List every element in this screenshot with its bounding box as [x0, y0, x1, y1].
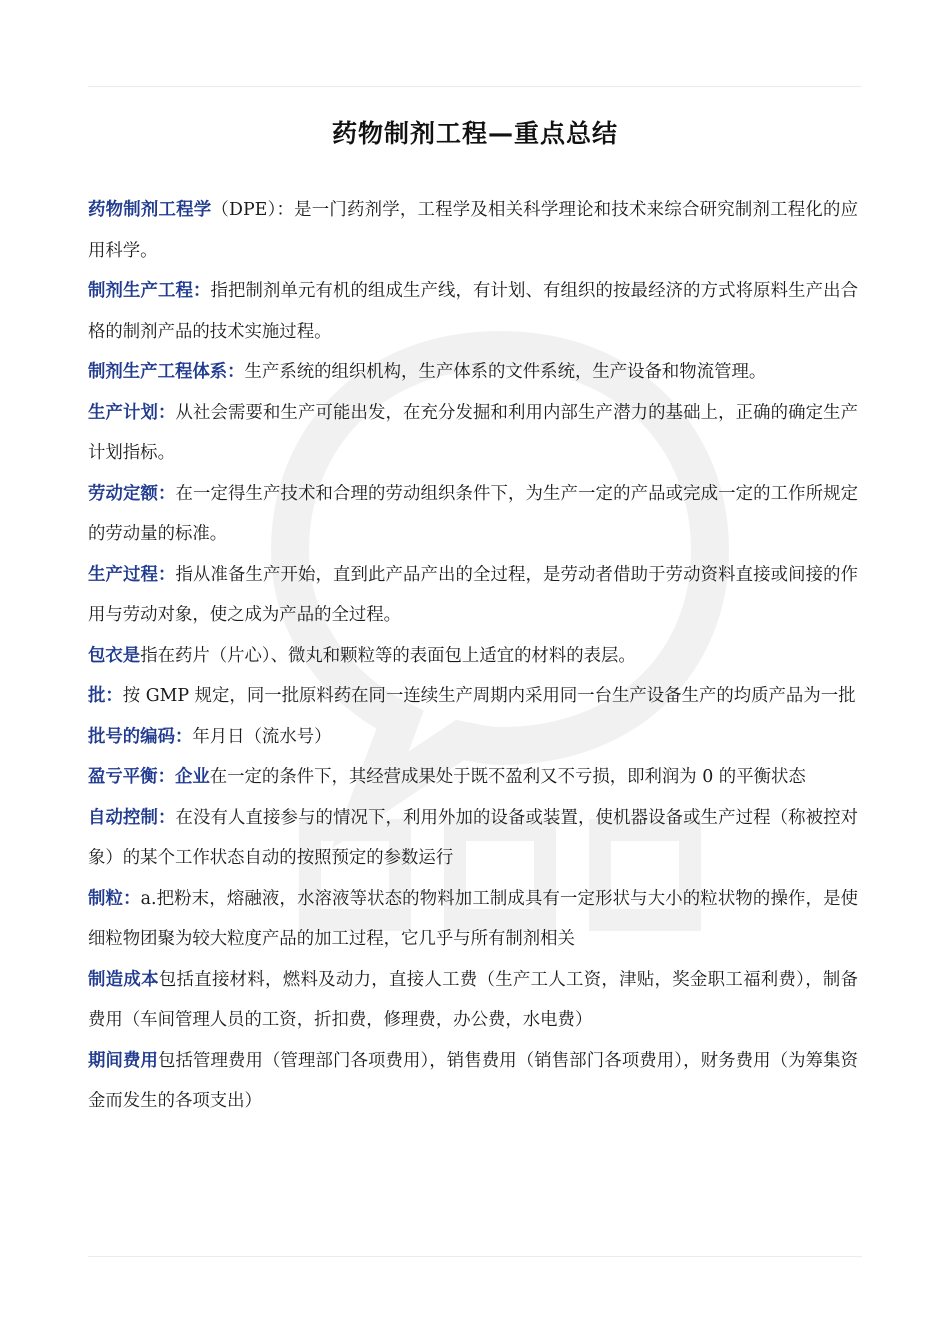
- definition-entry: [88, 879, 858, 960]
- definition-entry: [88, 393, 858, 474]
- definition-term: 批号的编码：: [88, 726, 193, 747]
- definition-entry: [88, 555, 858, 636]
- definition-entry: [88, 271, 858, 352]
- definition-entry: [88, 798, 858, 879]
- definition-entry: [88, 757, 858, 798]
- definition-term: 制造成本: [88, 969, 159, 990]
- definition-term: 制剂生产工程体系：: [88, 362, 245, 382]
- definition-term: 批：: [88, 686, 123, 706]
- definition-text: 按 GMP 规定，同一批原料药在同一连续生产周期内采用同一台生产设备生产的均质产品为一批: [122, 686, 856, 706]
- definition-text: 年月日（流水号）: [192, 726, 332, 747]
- bottom-divider: [88, 1256, 862, 1257]
- definition-text: 从社会需要和生产可能出发，在充分发掘和利用内部生产潜力的基础上，正确的确定生产计划指标。: [88, 402, 858, 463]
- definition-term: 自动控制：: [88, 807, 176, 828]
- definition-text: 在没有人直接参与的情况下，利用外加的设备或装置，使机器设备或生产过程（称被控对象）的某个工作状态自动的按照预定的参数运行: [88, 807, 858, 868]
- definition-text: 在一定得生产技术和合理的劳动组织条件下，为生产一定的产品或完成一定的工作所规定的劳动量的标准。: [88, 483, 858, 544]
- definition-entry: [88, 1041, 858, 1122]
- definition-term: 期间费用: [88, 1050, 158, 1071]
- top-divider: [88, 86, 862, 87]
- definition-entry: [88, 960, 858, 1041]
- definition-entry: [88, 352, 858, 393]
- page-title: 药物制剂工程—重点总结: [331, 119, 618, 148]
- definition-list: [88, 190, 858, 1122]
- definition-entry: [88, 636, 858, 677]
- definition-text: 在一定的条件下，其经营成果处于既不盈利又不亏损，即利润为 0 的平衡状态: [209, 767, 806, 787]
- definition-entry: [88, 474, 858, 555]
- definition-term: 劳动定额：: [88, 483, 176, 504]
- definition-text: 生产系统的组织机构，生产体系的文件系统，生产设备和物流管理。: [244, 362, 767, 382]
- definition-entry: [88, 190, 858, 271]
- definition-entry: [88, 676, 858, 717]
- definition-text: （DPE）：是一门药剂学，工程学及相关科学理论和技术来综合研究制剂工程化的应用科学。: [88, 200, 858, 261]
- definition-text: 包括管理费用（管理部门各项费用），销售费用（销售部门各项费用），财务费用（为筹集资金而发生的各项支出）: [88, 1050, 858, 1111]
- definition-term: 盈亏平衡：企业: [88, 767, 210, 787]
- definition-term: 生产计划：: [88, 402, 176, 423]
- definition-term: 制粒：: [88, 888, 141, 909]
- definition-term: 生产过程：: [88, 564, 176, 585]
- definition-term: 药物制剂工程学: [88, 200, 212, 220]
- definition-text: 指把制剂单元有机的组成生产线，有计划、有组织的按最经济的方式将原料生产出合格的制剂产品的技术实施过程。: [88, 281, 858, 342]
- definition-term: 制剂生产工程：: [88, 281, 211, 301]
- definition-term: 包衣是: [88, 645, 141, 666]
- definition-text: 指从准备生产开始，直到此产品产出的全过程，是劳动者借助于劳动资料直接或间接的作用与劳动对象，使之成为产品的全过程。: [88, 564, 858, 625]
- definition-text: 指在药片（片心）、微丸和颗粒等的表面包上适宜的材料的表层。: [140, 645, 636, 666]
- definition-text: a.把粉末，熔融液，水溶液等状态的物料加工制成具有一定形状与大小的粒状物的操作，是使细粒物团聚为较大粒度产品的加工过程，它几乎与所有制剂相关: [88, 888, 858, 949]
- definition-text: 包括直接材料，燃料及动力，直接人工费（生产工人工资，津贴，奖金职工福利费），制备费用（车间管理人员的工资，折扣费，修理费，办公费，水电费）: [88, 969, 858, 1030]
- definition-entry: [88, 717, 858, 758]
